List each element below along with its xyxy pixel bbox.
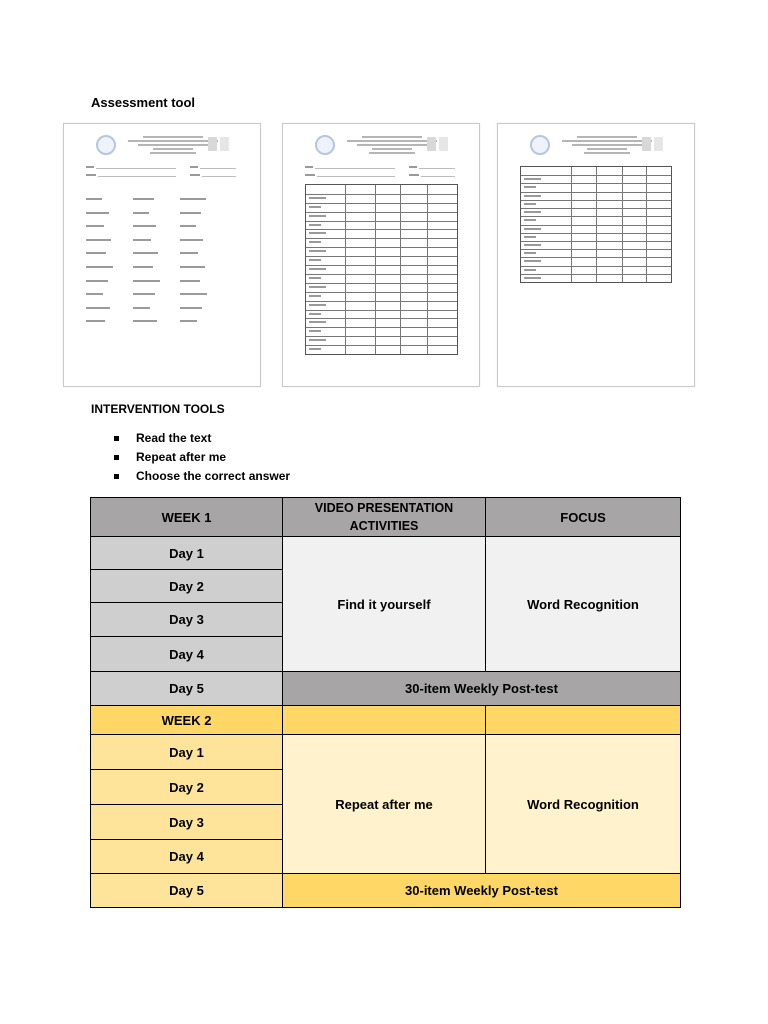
worksheet-text-line: [309, 321, 326, 323]
worksheet-text-line: [86, 212, 109, 214]
worksheet-text-line: [180, 212, 201, 214]
worksheet-text-line: [524, 252, 536, 254]
worksheet-text-line: [180, 266, 205, 268]
worksheet-text-line: [86, 320, 105, 322]
worksheet-text-line: [86, 293, 103, 295]
intervention-heading: INTERVENTION TOOLS: [91, 402, 225, 416]
worksheet-text-line: [524, 186, 536, 188]
worksheet-text-line: [86, 307, 110, 309]
badge-icon: [642, 137, 651, 151]
worksheet-text-line: [309, 241, 321, 243]
week2-day-2: Day 2: [91, 770, 283, 805]
worksheet-grid-line: [306, 292, 457, 293]
worksheet-text-line: [180, 198, 206, 200]
worksheet-grid-line: [306, 238, 457, 239]
worksheet-grid-line: [306, 318, 457, 319]
worksheet-text-line: [180, 307, 202, 309]
focus-column-header: FOCUS: [486, 498, 681, 537]
worksheet-text-line: [309, 295, 321, 297]
worksheet-text-line: [133, 252, 158, 254]
worksheet-grid-line: [306, 283, 457, 284]
table-row: [91, 735, 681, 770]
university-seal-icon: [315, 135, 335, 155]
worksheet-text-line: [309, 268, 326, 270]
worksheet-text-line: [133, 212, 149, 214]
worksheet-text-line: [86, 239, 111, 241]
university-seal-icon: [530, 135, 550, 155]
week2-day-5: Day 5: [91, 874, 283, 908]
week2-posttest: 30-item Weekly Post-test: [283, 874, 681, 908]
week2-activity: Repeat after me: [283, 735, 486, 874]
worksheet-text-line: [180, 239, 203, 241]
worksheet-grid-line: [306, 247, 457, 248]
worksheet-text-line: [309, 304, 326, 306]
worksheet-text-line: [309, 224, 321, 226]
worksheet-text-line: [86, 266, 113, 268]
worksheet-text-line: [309, 215, 326, 217]
worksheet-text-line: [309, 286, 326, 288]
worksheet-grid-line: [306, 265, 457, 266]
table-row: [91, 874, 681, 908]
worksheet-text-line: [309, 259, 321, 261]
worksheet-text-line: [180, 280, 200, 282]
worksheet-text-line: [133, 307, 150, 309]
table-row: [91, 672, 681, 706]
worksheet-grid-line: [306, 310, 457, 311]
worksheet-text-line: [180, 252, 198, 254]
worksheet-grid-line: [622, 167, 623, 282]
worksheet-grid-line: [306, 212, 457, 213]
badge-icon: [208, 137, 217, 151]
worksheet-text-line: [524, 269, 536, 271]
worksheet-grid-line: [306, 256, 457, 257]
badge-icon: [439, 137, 448, 151]
week2-activity-header-empty: [283, 706, 486, 735]
worksheet-grid-line: [571, 167, 572, 282]
worksheet-grid-line: [306, 203, 457, 204]
week1-focus: Word Recognition: [486, 537, 681, 672]
worksheet-grid-line: [306, 336, 457, 337]
week2-focus: Word Recognition: [486, 735, 681, 874]
week2-focus-header-empty: [486, 706, 681, 735]
weekly-schedule-table: [90, 497, 681, 908]
worksheet-text-line: [180, 320, 197, 322]
worksheet-text-line: [524, 260, 541, 262]
worksheet-text-line: [309, 206, 321, 208]
worksheet-grid-line: [375, 185, 376, 354]
list-item: Read the text: [113, 430, 290, 449]
worksheet-text-line: [133, 280, 160, 282]
worksheet-text-line: [133, 225, 156, 227]
activity-column-header: VIDEO PRESENTATION ACTIVITIES: [283, 498, 486, 537]
week2-day-3: Day 3: [91, 805, 283, 840]
worksheet-text-line: [86, 280, 108, 282]
worksheet-grid-line: [306, 345, 457, 346]
week1-label: WEEK 1: [91, 498, 283, 537]
worksheet-text-line: [86, 225, 104, 227]
intervention-list: [113, 430, 290, 487]
table-row: [91, 706, 681, 735]
worksheet-thumbnail-tally-grid: [282, 123, 480, 387]
worksheet-text-line: [524, 228, 541, 230]
worksheet-text-line: [309, 197, 326, 199]
worksheet-grid-line: [646, 167, 647, 282]
worksheet-grid-line: [345, 185, 346, 354]
worksheet-text-line: [309, 339, 326, 341]
worksheet-grid-line: [306, 221, 457, 222]
week2-day-1: Day 1: [91, 735, 283, 770]
worksheet-text-line: [524, 211, 541, 213]
list-item: Repeat after me: [113, 449, 290, 468]
week2-day-4: Day 4: [91, 840, 283, 874]
table-row: [91, 498, 681, 537]
week2-label: WEEK 2: [91, 706, 283, 735]
worksheet-text-line: [524, 277, 541, 279]
worksheet-text-line: [524, 236, 536, 238]
worksheet-grid-line: [306, 274, 457, 275]
worksheet-text-line: [133, 266, 153, 268]
worksheet-grid-line: [596, 167, 597, 282]
badge-icon: [654, 137, 663, 151]
badge-icon: [427, 137, 436, 151]
worksheet-text-line: [86, 198, 102, 200]
worksheet-grid-line: [427, 185, 428, 354]
worksheet-grid-line: [306, 229, 457, 230]
worksheet-grid-line: [306, 301, 457, 302]
badge-icon: [220, 137, 229, 151]
worksheet-grid-line: [306, 194, 457, 195]
worksheet-text-line: [524, 178, 541, 180]
table-row: [91, 537, 681, 570]
list-item: Choose the correct answer: [113, 468, 290, 487]
worksheet-text-line: [524, 195, 541, 197]
week1-posttest: 30-item Weekly Post-test: [283, 672, 681, 706]
week1-activity: Find it yourself: [283, 537, 486, 672]
week1-day-5: Day 5: [91, 672, 283, 706]
worksheet-text-line: [309, 277, 321, 279]
week1-day-2: Day 2: [91, 570, 283, 603]
worksheet-thumbnail-word-list: [63, 123, 261, 387]
university-seal-icon: [96, 135, 116, 155]
worksheet-text-line: [524, 203, 536, 205]
worksheet-text-line: [86, 252, 106, 254]
worksheet-text-line: [133, 239, 151, 241]
worksheet-grid-line: [306, 327, 457, 328]
worksheet-text-line: [309, 330, 321, 332]
week1-day-1: Day 1: [91, 537, 283, 570]
worksheet-text-line: [180, 225, 196, 227]
worksheet-text-line: [133, 293, 155, 295]
week1-day-4: Day 4: [91, 637, 283, 672]
worksheet-thumbnail-continuation: [497, 123, 695, 387]
week1-day-3: Day 3: [91, 603, 283, 637]
worksheet-text-line: [180, 293, 207, 295]
worksheet-text-line: [309, 232, 326, 234]
worksheet-text-line: [309, 348, 321, 350]
worksheet-text-line: [309, 313, 321, 315]
assessment-heading: Assessment tool: [91, 95, 196, 110]
worksheet-text-line: [133, 198, 154, 200]
worksheet-grid-line: [400, 185, 401, 354]
worksheet-text-line: [133, 320, 157, 322]
worksheet-text-line: [309, 250, 326, 252]
worksheet-text-line: [524, 244, 541, 246]
worksheet-text-line: [524, 219, 536, 221]
